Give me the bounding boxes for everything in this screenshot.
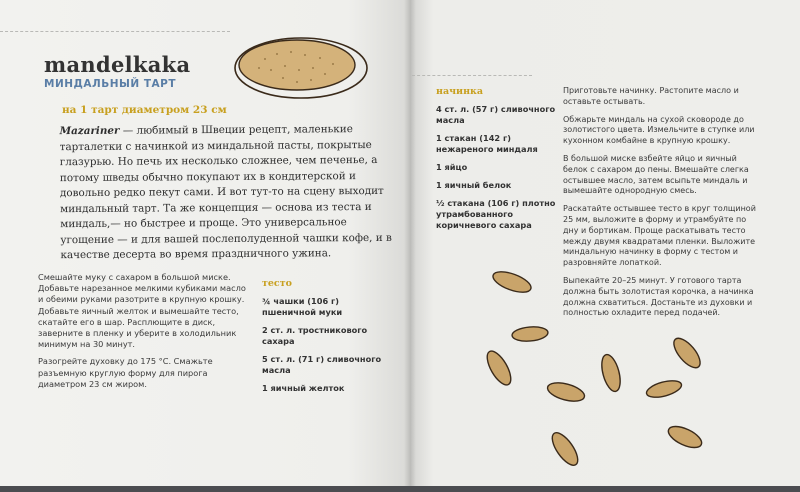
dashed-divider [0,31,230,32]
method-step: Смешайте муку с сахаром в большой миске. Добавьте нарезанное мелкими кубиками масло и обеими руками разотрите в крупную крошку. Добавьте яичный желток и вымешайте тесто, скатайте его в шар. Расплющите в диск, заверните в пленку и уберите в холодильник минимум на 30 минут. [38,272,246,350]
ingredient-item: ¾ чашки (106 г) пшеничной муки [262,296,343,317]
ingredient-item: 5 ст. л. (71 г) сливочного масла [262,354,382,375]
almond-icon [490,268,533,297]
method-step: Обжарьте миндаль на сухой сковороде до золотистого цвета. Измельчите в ступке или кухонном комбайне в крупную крошку. [563,114,755,146]
ingredient-item: 1 яйцо [436,162,468,172]
almond-icon [483,348,516,389]
intro-body: — любимый в Швеции рецепт, маленькие тарталетки с начинкой из миндальной пасты, покрытые глазурью. Но печь их несколько сложнее, чем печенье, а потому шведы обычно покупают их в кондитерской и довольно редко пекут сами. И вот тут-то на сцену выходит миндальный тарт. Та же концепция — основа из теста и миндаль,— но быстрее и проще. Это универсальное угощение — и для вашей послеполуденной чашки кофе, и в качестве десерта во время праздничного ужина. [59,123,392,262]
book-gutter [404,0,416,492]
ingredient-item: ½ стакана (106 г) плотно утрамбованного коричневого сахара [436,198,556,230]
almond-icon [511,325,548,342]
almond-icon [665,422,704,452]
method-step: Выпекайте 20–25 минут. У готового тарта должна быть золотистая корочка, а начинка должна схватиться. Достаньте из духовки и полностью охладите перед подачей. [563,275,754,318]
tart-illustration [225,24,375,104]
ingredient-item: 1 яичный желток [262,383,345,393]
dashed-divider-right [412,75,532,76]
almond-icon [546,379,587,404]
dough-ingredients [262,278,382,394]
method-step: Приготовьте начинку. Растопите масло и оставьте остывать. [563,86,739,106]
method-step: Раскатайте остывшее тесто в круг толщиной 25 мм, выложите в форму и утрамбуйте по дну и бортикам. Проще раскатывать тесто между двумя квадратами пленки. Выложите миндальную начинку в форму с тестом и разровняйте лопаткой. [563,204,756,268]
almonds-illustration [470,260,730,480]
dough-method [38,272,248,396]
recipe-title: mandelkaka [44,52,191,77]
intro-lead: Mazariner [59,124,120,138]
almond-icon [669,334,704,372]
ingredient-item: 2 ст. л. тростникового сахара [262,325,368,346]
almond-icon [598,353,623,394]
ingredient-item: 1 стакан (142 г) нежареного миндаля [436,133,538,154]
almond-icon [645,378,683,401]
recipe-subtitle: МИНДАЛЬНЫЙ ТАРТ [44,78,176,90]
serving-size: на 1 тарт диаметром 23 см [62,104,227,116]
method-step: В большой миске взбейте яйцо и яичный белок с сахаром до пены. Вмешайте слегка остывшее масло, затем всыпьте миндаль и вымешайте однородную смесь. [563,153,749,196]
intro-paragraph [60,122,393,264]
almond-icon [548,429,583,469]
filling-ingredients [436,86,556,231]
page-bottom-edge [0,486,800,492]
filling-heading: начинка [436,86,484,97]
ingredient-item: 4 ст. л. (57 г) сливочного масла [436,104,556,125]
dough-heading: тесто [262,278,292,289]
ingredient-item: 1 яичный белок [436,180,512,190]
method-step: Разогрейте духовку до 175 °С. Смажьте разъемную круглую форму для пирога диаметром 23 см жиром. [38,356,213,389]
